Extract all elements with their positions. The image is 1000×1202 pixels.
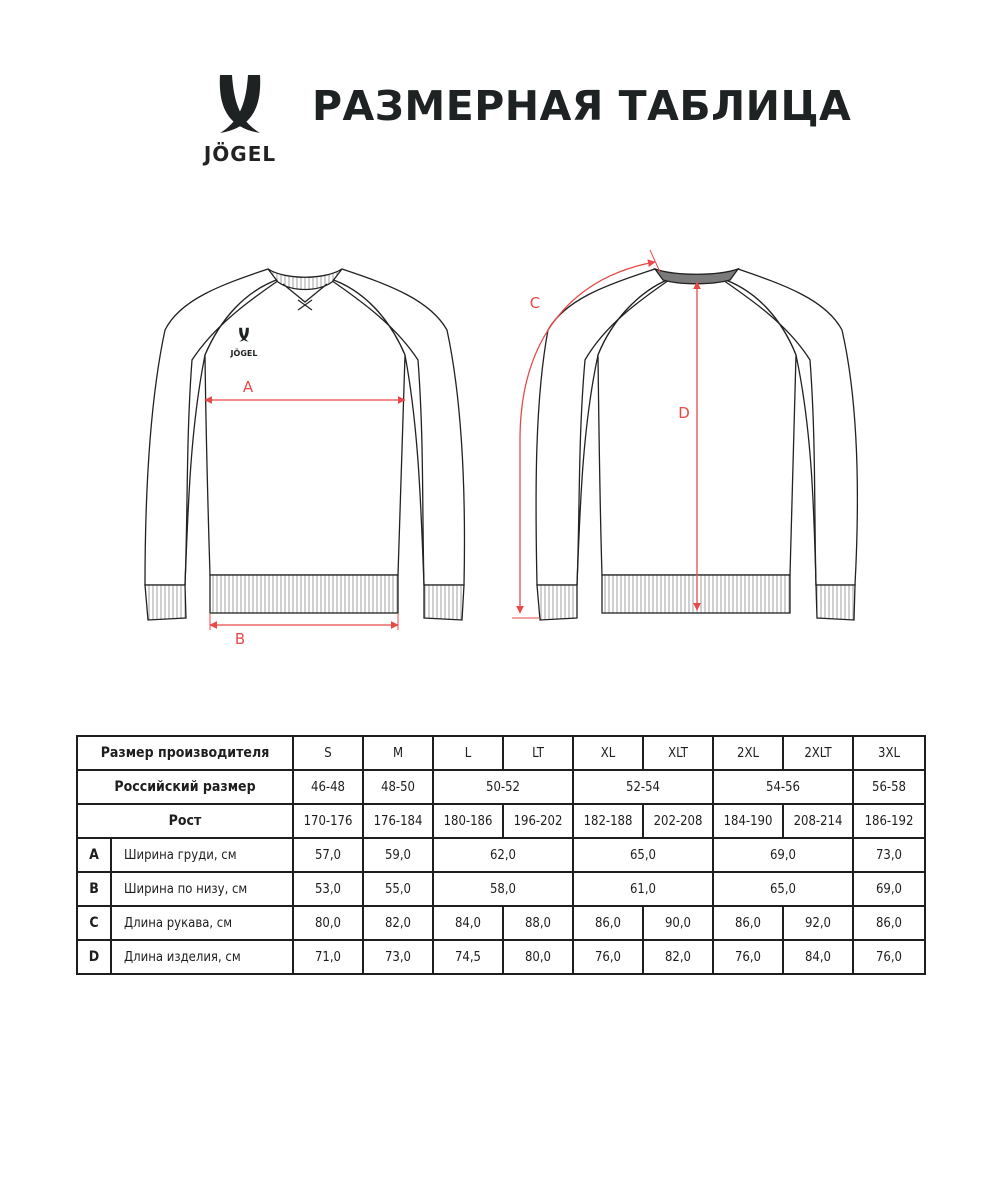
table-row-d	[77, 940, 925, 974]
brand-logo	[190, 70, 290, 170]
height-cell: 202-208	[643, 804, 713, 838]
table-row-b	[77, 872, 925, 906]
garment-diagram	[0, 240, 1000, 660]
value-cell: 76,0	[853, 940, 925, 974]
value-cell: 74,5	[433, 940, 503, 974]
manufacturer-size-label: Размер производителя	[77, 736, 293, 770]
value-cell: 90,0	[643, 906, 713, 940]
value-cell: 69,0	[713, 838, 853, 872]
row-label: Ширина груди, см	[111, 838, 293, 872]
size-cell: XL	[573, 736, 643, 770]
russian-size-cell: 54-56	[713, 770, 853, 804]
size-cell: 2XL	[713, 736, 783, 770]
russian-size-cell: 48-50	[363, 770, 433, 804]
russian-size-cell: 56-58	[853, 770, 925, 804]
table-row-c	[77, 906, 925, 940]
value-cell: 71,0	[293, 940, 363, 974]
value-cell: 82,0	[363, 906, 433, 940]
logo-emblem-icon	[190, 70, 290, 140]
height-label: Рост	[77, 804, 293, 838]
value-cell: 82,0	[643, 940, 713, 974]
size-table	[76, 735, 926, 975]
russian-size-cell: 50-52	[433, 770, 573, 804]
table-row-a	[77, 838, 925, 872]
size-cell: S	[293, 736, 363, 770]
height-cell: 182-188	[573, 804, 643, 838]
height-cell: 184-190	[713, 804, 783, 838]
height-cell: 186-192	[853, 804, 925, 838]
size-cell: 2XLT	[783, 736, 853, 770]
row-letter: D	[77, 940, 111, 974]
russian-size-cell: 52-54	[573, 770, 713, 804]
value-cell: 55,0	[363, 872, 433, 906]
value-cell: 84,0	[783, 940, 853, 974]
size-cell: LT	[503, 736, 573, 770]
value-cell: 80,0	[503, 940, 573, 974]
value-cell: 53,0	[293, 872, 363, 906]
chest-logo-text: JÖGEL	[230, 349, 258, 358]
value-cell: 80,0	[293, 906, 363, 940]
height-cell: 196-202	[503, 804, 573, 838]
size-cell: XLT	[643, 736, 713, 770]
row-letter: A	[77, 838, 111, 872]
page-title: РАЗМЕРНАЯ ТАБЛИЦА	[312, 82, 852, 130]
value-cell: 62,0	[433, 838, 573, 872]
table-row-russian-size	[77, 770, 925, 804]
measure-d-label: D	[678, 404, 690, 422]
value-cell: 73,0	[853, 838, 925, 872]
value-cell: 65,0	[713, 872, 853, 906]
russian-size-cell: 46-48	[293, 770, 363, 804]
row-label: Длина изделия, см	[111, 940, 293, 974]
logo-wordmark: JÖGEL	[203, 142, 277, 166]
value-cell: 84,0	[433, 906, 503, 940]
value-cell: 61,0	[573, 872, 713, 906]
value-cell: 65,0	[573, 838, 713, 872]
russian-size-label: Российский размер	[77, 770, 293, 804]
value-cell: 58,0	[433, 872, 573, 906]
size-cell: M	[363, 736, 433, 770]
value-cell: 69,0	[853, 872, 925, 906]
height-cell: 208-214	[783, 804, 853, 838]
value-cell: 57,0	[293, 838, 363, 872]
value-cell: 86,0	[713, 906, 783, 940]
table-row-manufacturer-size	[77, 736, 925, 770]
value-cell: 86,0	[573, 906, 643, 940]
size-cell: L	[433, 736, 503, 770]
row-letter: B	[77, 872, 111, 906]
value-cell: 76,0	[573, 940, 643, 974]
value-cell: 59,0	[363, 838, 433, 872]
value-cell: 88,0	[503, 906, 573, 940]
value-cell: 76,0	[713, 940, 783, 974]
height-cell: 176-184	[363, 804, 433, 838]
row-label: Длина рукава, см	[111, 906, 293, 940]
size-cell: 3XL	[853, 736, 925, 770]
front-view	[145, 269, 464, 620]
measure-b-label: B	[234, 630, 246, 648]
measure-c-label: C	[529, 294, 541, 312]
height-cell: 180-186	[433, 804, 503, 838]
measure-a-label: A	[242, 378, 254, 396]
row-letter: C	[77, 906, 111, 940]
value-cell: 86,0	[853, 906, 925, 940]
row-label: Ширина по низу, см	[111, 872, 293, 906]
value-cell: 92,0	[783, 906, 853, 940]
value-cell: 73,0	[363, 940, 433, 974]
table-row-height	[77, 804, 925, 838]
height-cell: 170-176	[293, 804, 363, 838]
